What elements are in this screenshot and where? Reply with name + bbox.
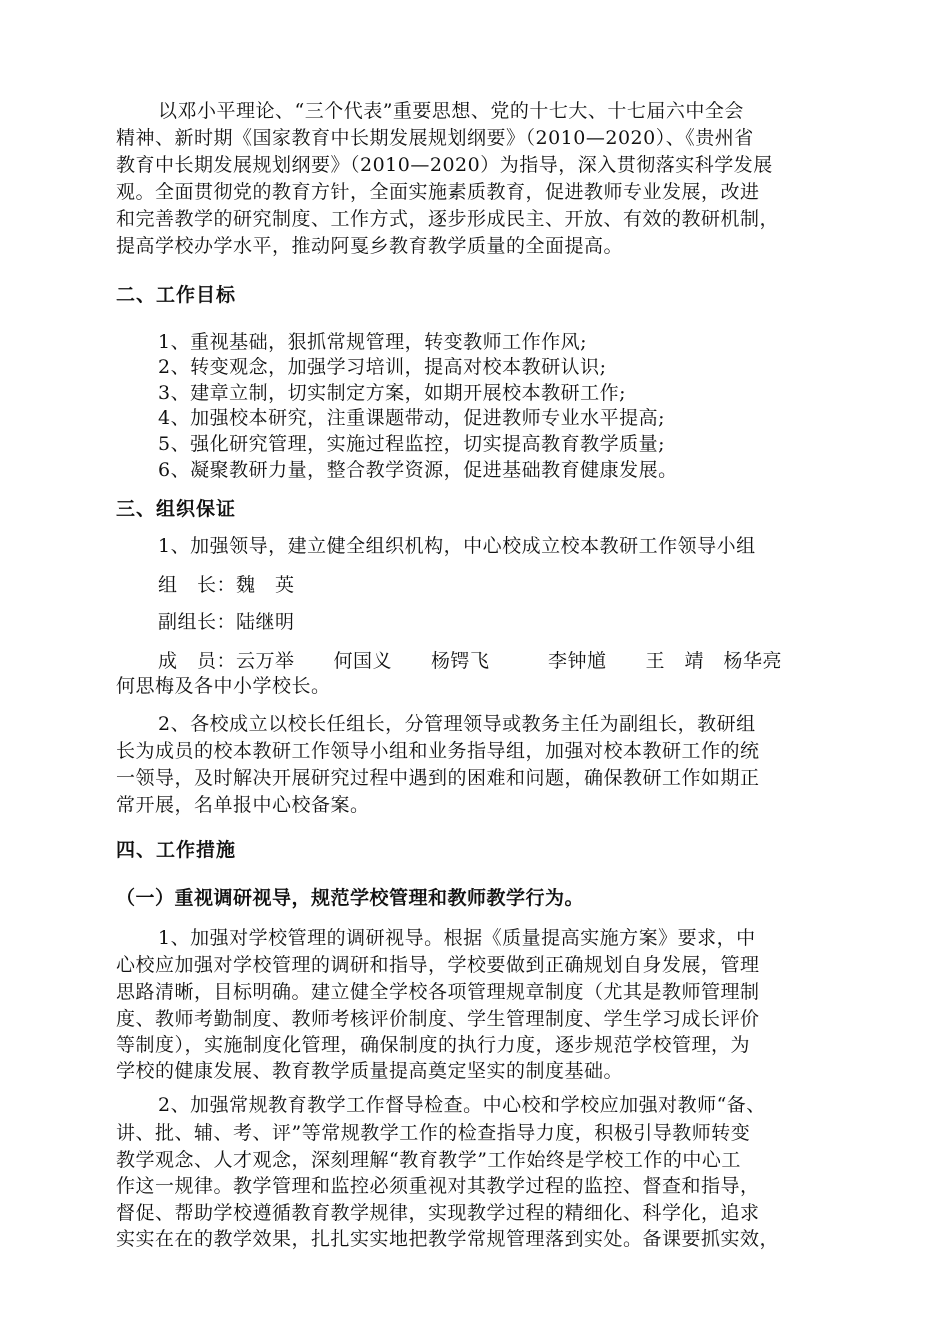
leader-line: 组 长：魏 英: [158, 574, 295, 596]
measure-para-line: 学校的健康发展、教育教学质量提高奠定坚实的制度基础。: [116, 1060, 624, 1082]
measure-para-line: 等制度），实施制度化管理，确保制度的执行力度，逐步规范学校管理，为: [116, 1034, 751, 1056]
org-item: 长为成员的校本教研工作领导小组和业务指导组，加强对校本教研工作的统: [116, 740, 760, 762]
measure-para-line: 2、加强常规教育教学工作督导检查。中心校和学校应加强对教师“备、: [158, 1094, 766, 1116]
subsection-heading: （一）重视调研视导，规范学校管理和教师教学行为。: [116, 887, 585, 909]
section-heading: 四、工作措施: [116, 839, 237, 861]
goal-item: 2、转变观念，加强学习培训，提高对校本教研认识;: [158, 356, 607, 378]
org-item: 1、加强领导，建立健全组织机构，中心校成立校本教研工作领导小组: [158, 535, 756, 557]
members-line: 何思梅及各中小学校长。: [116, 675, 331, 697]
section-heading: 三、组织保证: [116, 498, 237, 520]
intro-line: 观。全面贯彻党的教育方针，全面实施素质教育，促进教师专业发展，改进: [116, 181, 760, 203]
org-item: 常开展，名单报中心校备案。: [116, 794, 370, 816]
measure-para-line: 讲、批、辅、考、评”等常规教学工作的检查指导力度，积极引导教师转变: [116, 1122, 751, 1144]
intro-line: 和完善教学的研究制度、工作方式，逐步形成民主、开放、有效的教研机制，: [116, 208, 780, 230]
org-item: 一领导，及时解决开展研究过程中遇到的困难和问题，确保教研工作如期正: [116, 767, 760, 789]
section-heading: 二、工作目标: [116, 284, 237, 306]
measure-para-line: 督促、帮助学校遵循教育教学规律，实现教学过程的精细化、科学化，追求: [116, 1202, 760, 1224]
intro-line: 教育中长期发展规划纲要》（2010—2020）为指导，深入贯彻落实科学发展: [116, 154, 773, 176]
goal-item: 5、强化研究管理，实施过程监控，切实提高教育教学质量;: [158, 433, 665, 455]
org-item: 2、各校成立以校长任组长，分管理领导或教务主任为副组长，教研组: [158, 713, 756, 735]
members-line: 成 员：云万举 何国义 杨锷飞 李钟馗 王 靖 杨华亮: [158, 650, 783, 672]
goal-item: 6、凝聚教研力量，整合教学资源，促进基础教育健康发展。: [158, 459, 678, 481]
measure-para-line: 度、教师考勤制度、教师考核评价制度、学生管理制度、学生学习成长评价: [116, 1008, 760, 1030]
measure-para-line: 思路清晰，目标明确。建立健全学校各项管理规章制度（尤其是教师管理制: [116, 981, 760, 1003]
measure-para-line: 1、加强对学校管理的调研视导。根据《质量提高实施方案》要求，中: [158, 927, 756, 949]
deputy-line: 副组长：陆继明: [158, 611, 295, 633]
intro-line: 以邓小平理论、“三个代表”重要思想、党的十七大、十七届六中全会: [158, 100, 744, 122]
goal-item: 3、建章立制，切实制定方案，如期开展校本教研工作;: [158, 382, 626, 404]
measure-para-line: 教学观念、人才观念，深刻理解“教育教学”工作始终是学校工作的中心工: [116, 1149, 741, 1171]
measure-para-line: 实实在在的教学效果，扎扎实实地把教学常规管理落到实处。备课要抓实效，: [116, 1228, 780, 1250]
measure-para-line: 作这一规律。教学管理和监控必须重视对其教学过程的监控、督查和指导，: [116, 1175, 760, 1197]
goal-item: 1、重视基础，狠抓常规管理，转变教师工作作风;: [158, 331, 587, 353]
goal-item: 4、加强校本研究，注重课题带动，促进教师专业水平提高;: [158, 407, 665, 429]
intro-line: 精神、新时期《国家教育中长期发展规划纲要》（2010—2020）、《贵州省: [116, 127, 754, 149]
intro-line: 提高学校办学水平，推动阿戛乡教育教学质量的全面提高。: [116, 235, 624, 257]
measure-para-line: 心校应加强对学校管理的调研和指导，学校要做到正确规划自身发展，管理: [116, 954, 760, 976]
